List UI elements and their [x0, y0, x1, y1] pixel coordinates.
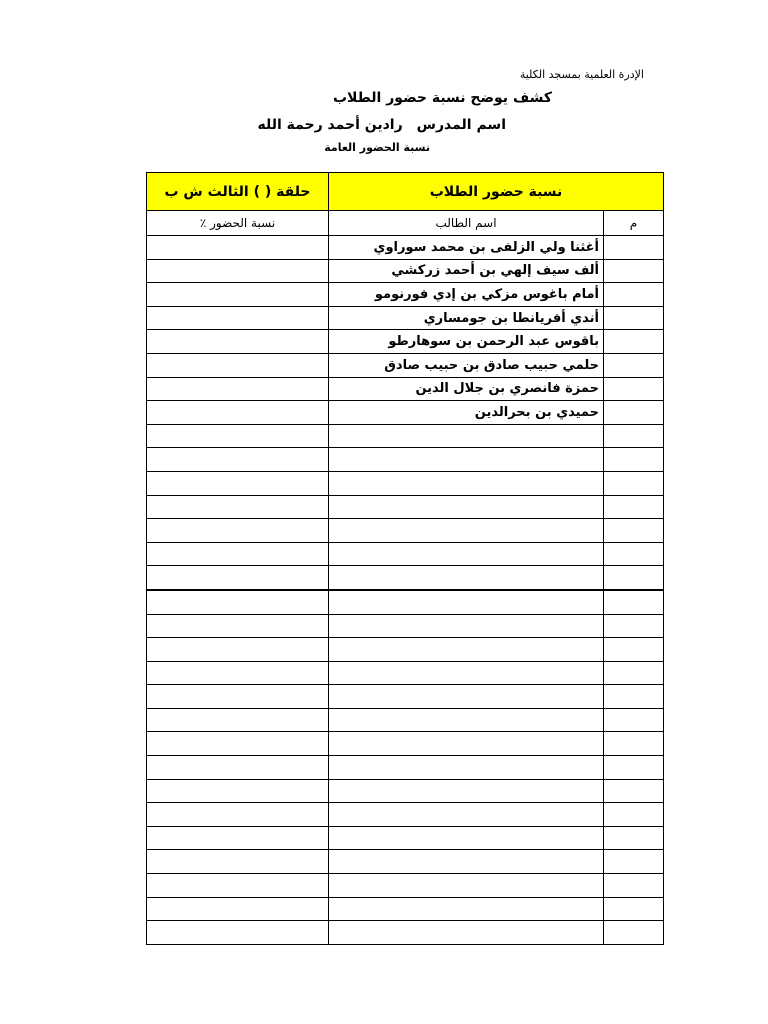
teacher-name: رادين أحمد رحمة الله	[257, 117, 403, 133]
student-name-cell	[329, 519, 604, 543]
attendance-percent-cell	[147, 661, 329, 685]
student-name-cell	[329, 732, 604, 756]
student-name-cell	[329, 921, 604, 945]
student-name-cell	[329, 566, 604, 590]
row-number-cell	[604, 283, 664, 307]
student-name-cell: أغثنا ولي الزلفى بن محمد سوراوي	[329, 236, 604, 260]
student-name-cell	[329, 850, 604, 874]
row-number-cell	[604, 661, 664, 685]
attendance-percent-cell	[147, 353, 329, 377]
student-name-cell	[329, 661, 604, 685]
attendance-percent-cell	[147, 708, 329, 732]
row-number-cell	[604, 566, 664, 590]
row-number-cell	[604, 401, 664, 425]
student-name-cell	[329, 495, 604, 519]
column-header-attendance-percent: نسبة الحضور ٪	[147, 211, 329, 236]
row-number-cell	[604, 471, 664, 495]
banner-row	[147, 173, 664, 211]
student-row	[147, 283, 664, 307]
student-name-cell: أمام باغوس مزكي بن إدي فورنومو	[329, 283, 604, 307]
attendance-percent-cell	[147, 803, 329, 827]
attendance-percent-cell	[147, 377, 329, 401]
student-name-cell	[329, 590, 604, 614]
row-number-cell	[604, 306, 664, 330]
student-row	[147, 259, 664, 283]
empty-row	[147, 614, 664, 638]
empty-row	[147, 495, 664, 519]
student-name-cell	[329, 779, 604, 803]
attendance-percent-cell	[147, 283, 329, 307]
row-number-cell	[604, 495, 664, 519]
student-name-cell	[329, 448, 604, 472]
student-name-cell: أندي أفريانطا بن جومساري	[329, 306, 604, 330]
student-row	[147, 306, 664, 330]
attendance-percent-cell	[147, 424, 329, 448]
student-name-cell: ألف سيف إلهي بن أحمد زركشي	[329, 259, 604, 283]
student-name-cell: باقوس عبد الرحمن بن سوهارطو	[329, 330, 604, 354]
row-number-cell	[604, 732, 664, 756]
column-header-number: م	[604, 211, 664, 236]
teacher-line	[258, 117, 507, 133]
row-number-cell	[604, 236, 664, 260]
attendance-percent-cell	[147, 921, 329, 945]
student-name-cell	[329, 614, 604, 638]
empty-row	[147, 874, 664, 898]
attendance-percent-cell	[147, 874, 329, 898]
attendance-table	[146, 172, 664, 945]
empty-row	[147, 803, 664, 827]
banner-circle-label: حلقة ( ) الثالث ش ب	[147, 173, 329, 211]
empty-row	[147, 708, 664, 732]
attendance-percent-cell	[147, 306, 329, 330]
attendance-percent-cell	[147, 471, 329, 495]
empty-row	[147, 921, 664, 945]
row-number-cell	[604, 779, 664, 803]
empty-row	[147, 590, 664, 614]
student-name-cell	[329, 803, 604, 827]
empty-row	[147, 779, 664, 803]
student-name-cell	[329, 638, 604, 662]
attendance-percent-cell	[147, 897, 329, 921]
attendance-percent-cell	[147, 779, 329, 803]
row-number-cell	[604, 424, 664, 448]
administration-line: الإدرة العلمية بمسجد الكلية	[519, 68, 644, 81]
row-number-cell	[604, 826, 664, 850]
student-row	[147, 377, 664, 401]
row-number-cell	[604, 542, 664, 566]
attendance-percent-cell	[147, 330, 329, 354]
row-number-cell	[604, 803, 664, 827]
student-name-cell	[329, 897, 604, 921]
row-number-cell	[604, 377, 664, 401]
teacher-label: اسم المدرس	[416, 117, 506, 133]
student-name-cell	[329, 826, 604, 850]
empty-row	[147, 638, 664, 662]
attendance-percent-cell	[147, 732, 329, 756]
empty-row	[147, 850, 664, 874]
attendance-table-body	[147, 173, 664, 945]
empty-row	[147, 685, 664, 709]
attendance-percent-cell	[147, 495, 329, 519]
student-row	[147, 330, 664, 354]
attendance-percent-cell	[147, 401, 329, 425]
row-number-cell	[604, 259, 664, 283]
column-header-row	[147, 211, 664, 236]
row-number-cell	[604, 756, 664, 780]
row-number-cell	[604, 638, 664, 662]
empty-row	[147, 542, 664, 566]
banner-attendance-title: نسبة حضور الطلاب	[329, 173, 664, 211]
student-name-cell: حميدي بن بحرالدين	[329, 401, 604, 425]
student-name-cell	[329, 424, 604, 448]
row-number-cell	[604, 614, 664, 638]
empty-row	[147, 471, 664, 495]
empty-row	[147, 519, 664, 543]
student-name-cell: حمزة فانصري بن جلال الدين	[329, 377, 604, 401]
empty-row	[147, 732, 664, 756]
row-number-cell	[604, 850, 664, 874]
empty-row	[147, 566, 664, 590]
student-row	[147, 236, 664, 260]
row-number-cell	[604, 708, 664, 732]
empty-row	[147, 448, 664, 472]
attendance-percent-cell	[147, 826, 329, 850]
row-number-cell	[604, 519, 664, 543]
row-number-cell	[604, 874, 664, 898]
empty-row	[147, 756, 664, 780]
student-name-cell	[329, 685, 604, 709]
row-number-cell	[604, 897, 664, 921]
row-number-cell	[604, 685, 664, 709]
row-number-cell	[604, 448, 664, 472]
empty-row	[147, 826, 664, 850]
attendance-percent-cell	[147, 259, 329, 283]
attendance-percent-cell	[147, 448, 329, 472]
student-name-cell	[329, 471, 604, 495]
attendance-percent-cell	[147, 590, 329, 614]
attendance-percent-cell	[147, 756, 329, 780]
student-row	[147, 353, 664, 377]
student-name-cell: حلمي حبيب صادق بن حبيب صادق	[329, 353, 604, 377]
attendance-percent-cell	[147, 614, 329, 638]
attendance-percent-cell	[147, 542, 329, 566]
student-name-cell	[329, 874, 604, 898]
general-attendance-label: نسبة الحضور العامة	[324, 141, 430, 154]
student-name-cell	[329, 708, 604, 732]
attendance-percent-cell	[147, 638, 329, 662]
row-number-cell	[604, 330, 664, 354]
attendance-percent-cell	[147, 850, 329, 874]
empty-row	[147, 897, 664, 921]
row-number-cell	[604, 921, 664, 945]
attendance-percent-cell	[147, 566, 329, 590]
row-number-cell	[604, 590, 664, 614]
attendance-percent-cell	[147, 685, 329, 709]
student-name-cell	[329, 756, 604, 780]
row-number-cell	[604, 353, 664, 377]
column-header-student-name: اسم الطالب	[329, 211, 604, 236]
student-name-cell	[329, 542, 604, 566]
empty-row	[147, 661, 664, 685]
attendance-percent-cell	[147, 236, 329, 260]
attendance-percent-cell	[147, 519, 329, 543]
student-row	[147, 401, 664, 425]
empty-row	[147, 424, 664, 448]
sheet-title: كشف يوضح نسبة حضور الطلاب	[332, 90, 552, 106]
